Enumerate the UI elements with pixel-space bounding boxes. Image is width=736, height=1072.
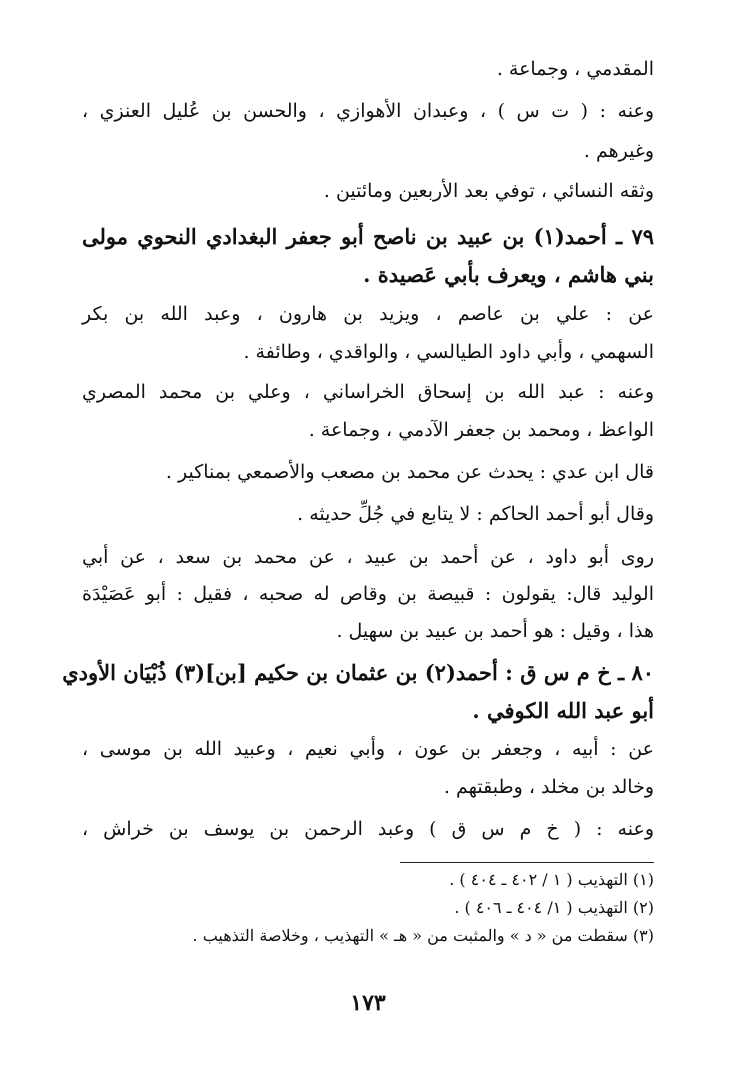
text-line: وخالد بن مخلد ، وطبقتهم .: [443, 776, 654, 798]
text-line: عن : أبيه ، وجعفر بن عون ، وأبي نعيم ، وعبيد الله بن موسى ،: [82, 738, 654, 760]
text-line: المقدمي ، وجماعة .: [496, 58, 654, 80]
text-line: روى أبو داود ، عن أحمد بن عبيد ، عن محمد بن سعد ، عن أبي: [82, 546, 654, 568]
entry-heading: ٧٩ ـ أحمد(١) بن عبيد بن ناصح أبو جعفر البغدادي النحوي مولى: [82, 224, 654, 249]
text-line: الوليد قال: يقولون : قبيصة بن وقاص له صحبه ، فقيل : أبو عَصَيْدَة: [82, 583, 654, 605]
footnote: (٣) سقطت من « د » والمثبت من « هـ » التهذيب ، وخلاصة التذهيب .: [192, 926, 654, 945]
text-line: وقال أبو أحمد الحاكم : لا يتابع في جُلِّ حديثه .: [297, 503, 654, 525]
entry-heading: ٨٠ ـ خ م س ق : أحمد(٢) بن عثمان بن حكيم [بن](٣) ذُبْيَان الأودي: [62, 660, 654, 685]
text-line: وثقه النسائي ، توفي بعد الأربعين ومائتين .: [323, 180, 654, 202]
text-line: الواعظ ، ومحمد بن جعفر الآدمي ، وجماعة .: [308, 419, 654, 441]
text-line: قال ابن عدي : يحدث عن محمد بن مصعب والأصمعي بمناكير .: [165, 461, 654, 483]
text-line: هذا ، وقيل : هو أحمد بن عبيد بن سهيل .: [336, 620, 654, 642]
footnote: (١) التهذيب ( ١ / ٤٠٢ ـ ٤٠٤ ) .: [449, 870, 654, 889]
text-line: وعنه : عبد الله بن إسحاق الخراساني ، وعلي بن محمد المصري: [82, 381, 654, 403]
footnote-divider: [400, 862, 654, 863]
entry-heading: أبو عبد الله الكوفي .: [472, 698, 654, 723]
text-line: وغيرهم .: [583, 140, 654, 162]
text-line: السهمي ، وأبي داود الطيالسي ، والواقدي ، وطائفة .: [243, 341, 654, 363]
text-line: وعنه : ( ت س ) ، وعبدان الأهوازي ، والحسن بن عُليل العنزي ،: [82, 100, 654, 122]
footnote: (٢) التهذيب ( ١/ ٤٠٤ ـ ٤٠٦ ) .: [454, 898, 654, 917]
entry-heading: بني هاشم ، ويعرف بأبي عَصيدة .: [363, 262, 654, 287]
text-line: وعنه : ( خ م س ق ) وعبد الرحمن بن يوسف بن خراش ،: [82, 818, 654, 840]
page-number: ١٧٣: [350, 990, 386, 1016]
text-line: عن : علي بن عاصم ، ويزيد بن هارون ، وعبد الله بن بكر: [82, 303, 654, 325]
